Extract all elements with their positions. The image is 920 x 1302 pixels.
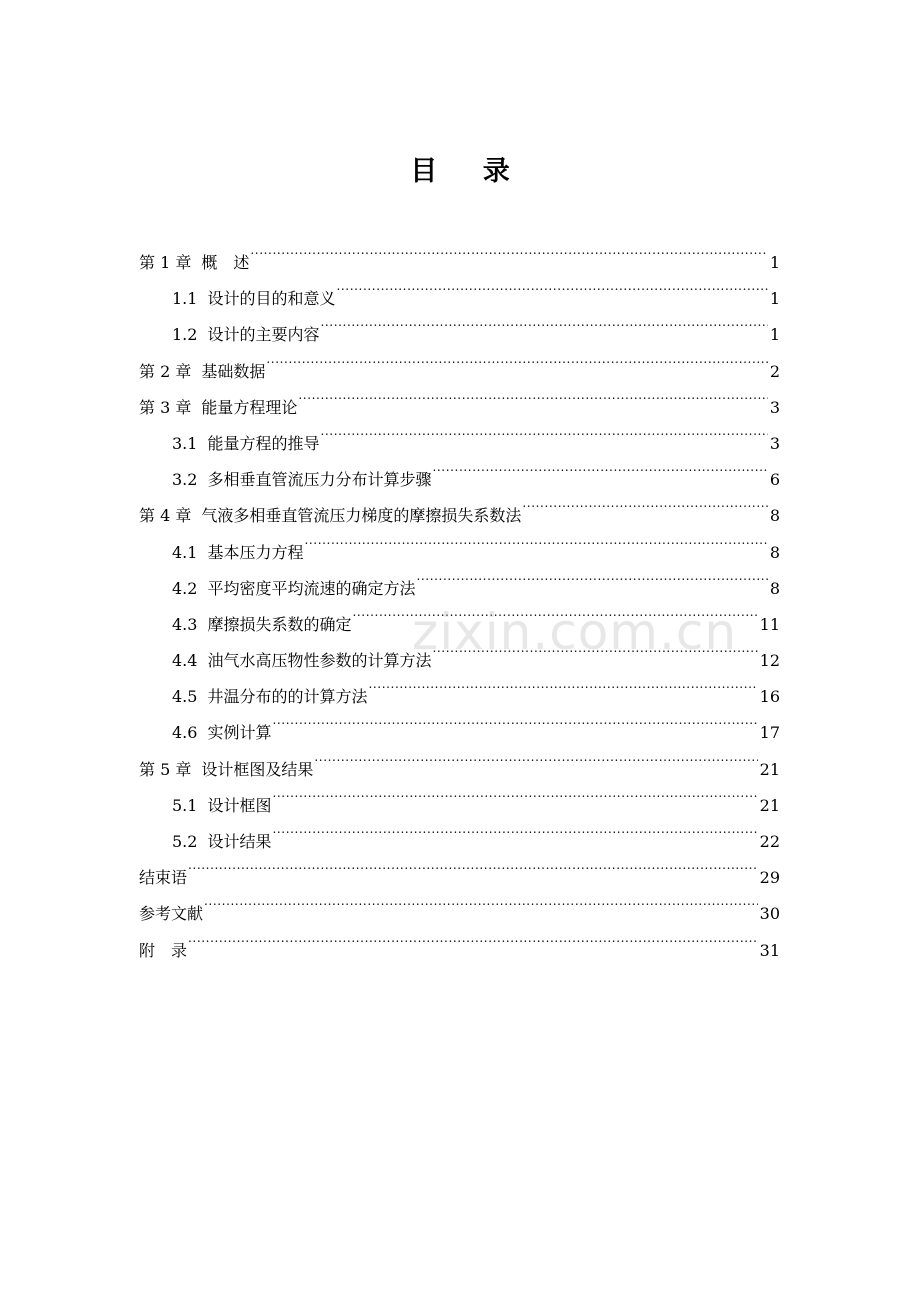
toc-entry-page-number: 21 bbox=[759, 795, 780, 815]
toc-entry-number: 第 5 章 bbox=[139, 759, 192, 779]
toc-entry-label: 设计的目的和意义 bbox=[207, 289, 336, 309]
dot-leader bbox=[335, 268, 767, 304]
toc-entry-page-number: 2 bbox=[769, 361, 780, 381]
toc-entry[interactable] bbox=[139, 883, 780, 924]
toc-entry-page-number: 6 bbox=[769, 470, 780, 490]
toc-entry[interactable] bbox=[139, 232, 780, 272]
toc-entry-page-number: 1 bbox=[769, 289, 780, 309]
toc-entry-label: 参考文献 bbox=[139, 904, 204, 924]
toc-entry-page-number: 11 bbox=[759, 614, 780, 634]
dot-leader bbox=[271, 702, 757, 738]
dot-leader bbox=[297, 377, 767, 413]
toc-entry-page-number: 22 bbox=[759, 832, 780, 851]
table-of-contents bbox=[139, 232, 780, 960]
toc-entry-label: 能量方程理论 bbox=[201, 397, 298, 417]
toc-entry-page-number: 29 bbox=[759, 868, 780, 888]
toc-entry-label: 油气水高压物性参数的计算方法 bbox=[207, 651, 432, 671]
toc-entry-label: 设计结果 bbox=[207, 832, 272, 851]
toc-entry-number: 4.3 bbox=[172, 614, 198, 634]
toc-entry-label: 井温分布的的计算方法 bbox=[207, 687, 368, 707]
toc-entry[interactable] bbox=[139, 847, 780, 888]
toc-entry-number: 4.4 bbox=[172, 651, 198, 671]
toc-entry-label: 能量方程的推导 bbox=[207, 433, 320, 453]
toc-entry-label: 概 述 bbox=[201, 253, 250, 272]
toc-entry-page-number: 1 bbox=[769, 253, 780, 272]
dot-leader bbox=[271, 775, 757, 811]
page-title: 目 录 bbox=[410, 156, 528, 187]
dot-leader bbox=[187, 847, 758, 883]
dot-leader bbox=[187, 920, 758, 956]
toc-entry-number: 3.1 bbox=[172, 433, 198, 453]
dot-leader bbox=[521, 485, 767, 521]
toc-entry-page-number: 1 bbox=[769, 325, 780, 345]
toc-entry-number: 4.1 bbox=[172, 542, 198, 562]
toc-entry[interactable] bbox=[139, 920, 780, 960]
toc-entry-label: 基本压力方程 bbox=[207, 542, 304, 562]
toc-entry-label: 基础数据 bbox=[201, 361, 266, 381]
toc-entry-page-number: 31 bbox=[759, 940, 780, 960]
toc-entry-number: 1.1 bbox=[172, 289, 198, 309]
toc-entry-label: 结束语 bbox=[139, 868, 188, 888]
dot-leader bbox=[319, 304, 767, 340]
toc-entry-number: 1.2 bbox=[172, 325, 198, 345]
toc-entry-label: 实例计算 bbox=[207, 723, 272, 743]
toc-entry-label: 设计框图 bbox=[207, 795, 272, 815]
toc-entry-page-number: 8 bbox=[769, 578, 780, 598]
dot-leader bbox=[249, 232, 767, 268]
toc-entry-number: 4.6 bbox=[172, 723, 198, 743]
toc-entry-page-number: 16 bbox=[759, 687, 780, 707]
toc-entry-number: 5.1 bbox=[172, 795, 198, 815]
toc-entry-page-number: 21 bbox=[759, 759, 780, 779]
toc-entry-label: 气液多相垂直管流压力梯度的摩擦损失系数法 bbox=[201, 506, 522, 526]
toc-entry-number: 3.2 bbox=[172, 470, 198, 490]
toc-entry-page-number: 8 bbox=[769, 506, 780, 526]
toc-entry-number: 4.2 bbox=[172, 578, 198, 598]
toc-entry-page-number: 12 bbox=[759, 651, 780, 671]
dot-leader bbox=[265, 341, 767, 377]
toc-entry-page-number: 3 bbox=[769, 433, 780, 453]
toc-entry-number: 第 3 章 bbox=[139, 397, 192, 417]
toc-entry-number: 第 2 章 bbox=[139, 361, 192, 381]
toc-entry-label: 设计的主要内容 bbox=[207, 325, 320, 345]
dot-leader bbox=[319, 413, 767, 449]
toc-entry-page-number: 8 bbox=[769, 542, 780, 562]
dot-leader bbox=[303, 522, 767, 558]
toc-entry-label: 摩擦损失系数的确定 bbox=[207, 614, 352, 634]
dot-leader bbox=[203, 883, 758, 919]
toc-entry-page-number: 3 bbox=[769, 397, 780, 417]
toc-entry-label: 设计框图及结果 bbox=[201, 759, 314, 779]
toc-entry-page-number: 30 bbox=[759, 904, 780, 924]
dot-leader bbox=[351, 594, 757, 630]
toc-entry-page-number: 17 bbox=[759, 723, 780, 743]
dot-leader bbox=[431, 449, 767, 485]
toc-entry-label: 多相垂直管流压力分布计算步骤 bbox=[207, 470, 432, 490]
toc-entry-number: 5.2 bbox=[172, 832, 198, 851]
toc-entry-label: 平均密度平均流速的确定方法 bbox=[207, 578, 416, 598]
dot-leader bbox=[367, 666, 757, 702]
dot-leader bbox=[271, 811, 757, 847]
toc-entry-number: 第 1 章 bbox=[139, 253, 192, 272]
dot-leader bbox=[431, 630, 757, 666]
toc-entry-number: 第 4 章 bbox=[139, 506, 192, 526]
dot-leader bbox=[415, 558, 767, 594]
dot-leader bbox=[313, 739, 757, 775]
watermark: zixin.com.cn bbox=[412, 603, 738, 661]
toc-entry-number: 4.5 bbox=[172, 687, 198, 707]
toc-entry-label: 附 录 bbox=[139, 940, 188, 960]
